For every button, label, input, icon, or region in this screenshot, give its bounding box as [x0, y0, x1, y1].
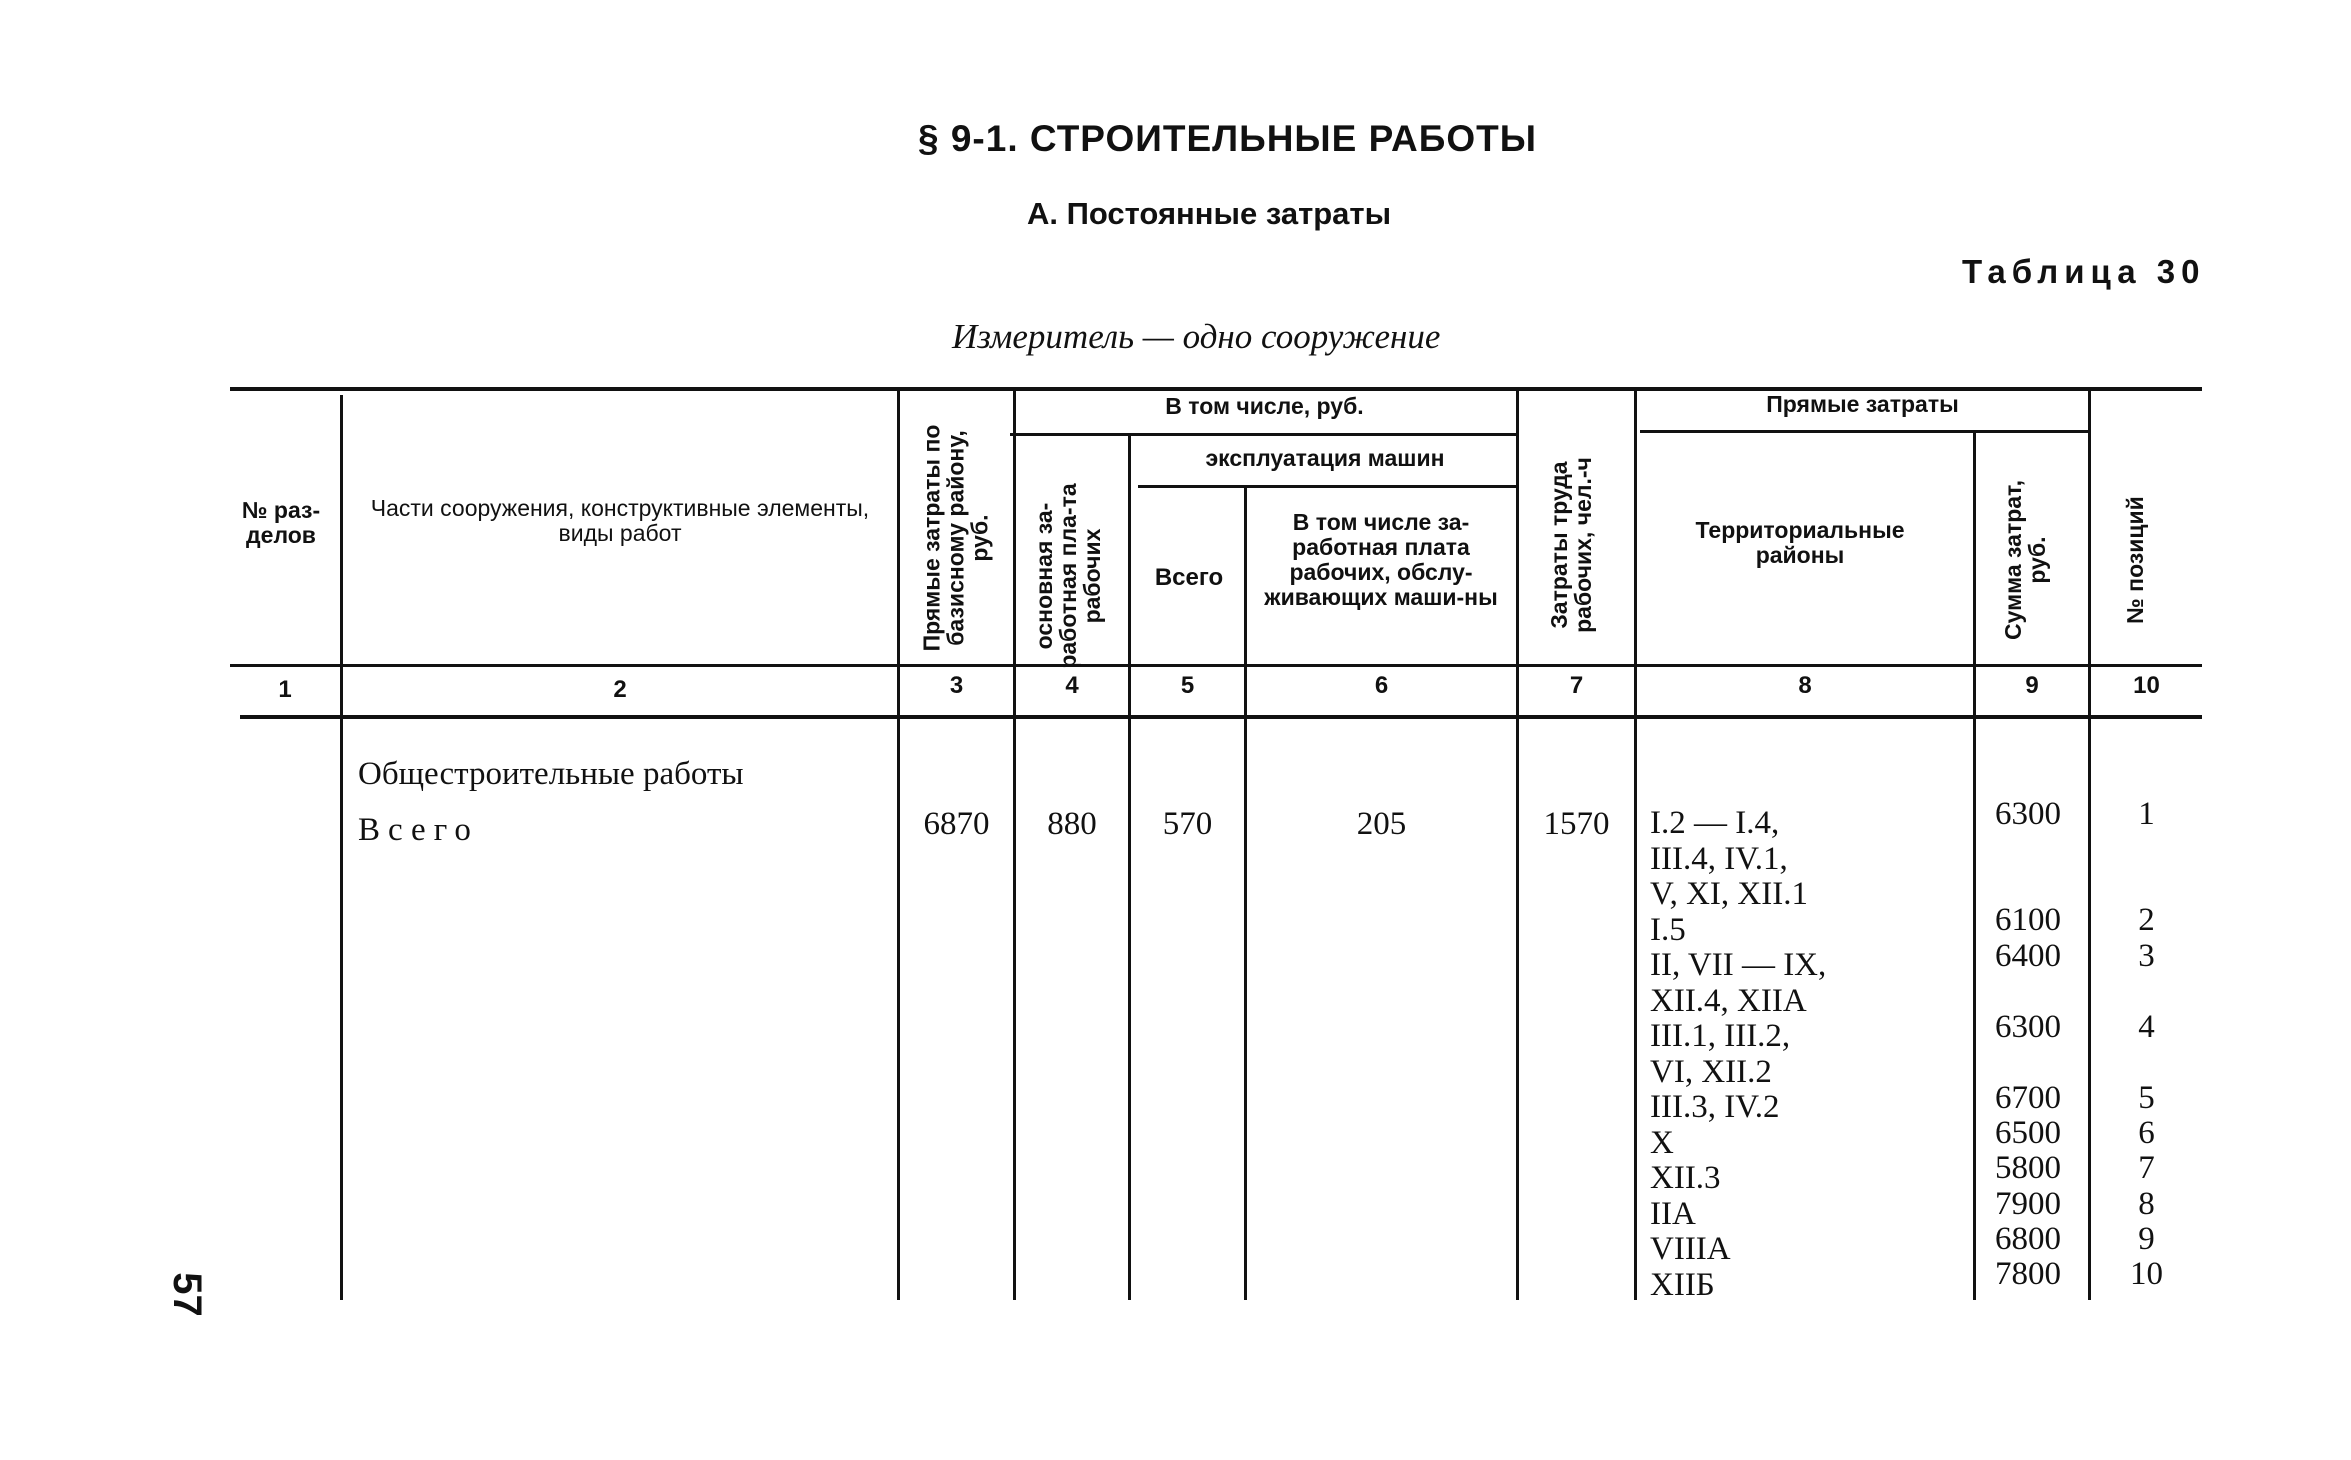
value-direct-base: 6870	[923, 806, 990, 842]
sum-value: 7800	[1995, 1256, 2061, 1292]
sum-value: 6100	[1995, 902, 2061, 938]
region-line: VI, XII.2	[1650, 1053, 1772, 1090]
header-base-wage: основная за-работная пла-та рабочих	[1031, 483, 1105, 669]
header-regions: Территориальные районы	[1695, 517, 1905, 568]
sum-value: 7900	[1995, 1186, 2061, 1222]
column-number: 4	[1065, 672, 1079, 699]
value-machines-total: 570	[1162, 806, 1213, 842]
position-number: 9	[2138, 1221, 2155, 1257]
section-title: Общестроительные работы	[358, 756, 744, 792]
value-machine-wage: 205	[1356, 806, 1407, 842]
header-position: № позиций	[2122, 496, 2148, 624]
header-including: В том числе, руб.	[1165, 393, 1364, 419]
header-direct-group: Прямые затраты	[1766, 391, 1959, 417]
header-machine-wage: В том числе за-работная плата рабочих, обслу-живающих маши-ны	[1264, 509, 1498, 610]
column-number: 1	[278, 676, 292, 703]
region-line: XII.4, XIIA	[1650, 982, 1807, 1019]
position-number: 7	[2138, 1150, 2155, 1186]
region-line: V, XI, XII.1	[1650, 876, 1808, 912]
value-base-wage: 880	[1047, 806, 1097, 842]
position-number: 1	[2138, 796, 2155, 832]
region-line: VIIIA	[1650, 1231, 1731, 1267]
header-total: Всего	[1154, 564, 1224, 591]
position-number: 4	[2138, 1009, 2155, 1045]
region-line: XIIБ	[1650, 1266, 1715, 1303]
measure-caption: Измеритель — одно сооружение	[952, 317, 1441, 356]
position-number: 5	[2138, 1080, 2155, 1116]
sum-value: 6400	[1995, 938, 2061, 974]
header-machines: эксплуатация машин	[1205, 445, 1445, 471]
header-parts: Части сооружения, конструктивные элементы, виды работ	[370, 495, 870, 546]
position-number: 3	[2138, 938, 2155, 974]
region-line: II, VII — IX,	[1650, 947, 1827, 983]
column-number: 6	[1374, 672, 1389, 699]
region-line: III.3, IV.2	[1650, 1089, 1780, 1125]
subheading: А. Постоянные затраты	[1027, 196, 1392, 231]
position-number: 8	[2138, 1186, 2155, 1222]
column-number: 5	[1180, 672, 1195, 699]
column-number: 3	[949, 672, 964, 699]
header-direct-base: Прямые затраты по базисному району, руб.	[918, 424, 993, 652]
table-label: Таблица 30	[1962, 253, 2206, 290]
sum-value: 6300	[1995, 796, 2061, 832]
sum-value: 6700	[1995, 1080, 2061, 1116]
column-number: 10	[2133, 672, 2160, 699]
header-labor: Затраты труда рабочих, чел.-ч	[1546, 457, 1596, 633]
page-number: 57	[164, 1272, 209, 1317]
sum-value: 6300	[1995, 1009, 2061, 1045]
region-line: IIA	[1650, 1195, 1696, 1232]
column-number: 7	[1569, 672, 1584, 699]
column-number: 2	[613, 676, 627, 703]
column-number: 9	[2025, 672, 2039, 699]
position-number: 6	[2138, 1115, 2155, 1151]
section-heading: § 9-1. СТРОИТЕЛЬНЫЕ РАБОТЫ	[918, 118, 1537, 159]
region-line: III.1, III.2,	[1650, 1018, 1791, 1054]
region-line: XII.3	[1650, 1160, 1721, 1196]
sum-value: 6500	[1995, 1115, 2061, 1151]
header-section-number: № раз-делов	[241, 497, 321, 548]
total-label: Всего	[358, 812, 479, 848]
position-number: 10	[2130, 1256, 2163, 1292]
region-line: III.4, IV.1,	[1650, 840, 1788, 877]
regions-list	[1650, 806, 1826, 1303]
header-cost-sum: Сумма затрат, руб.	[2000, 480, 2050, 640]
sum-value: 6800	[1995, 1221, 2061, 1257]
position-number: 2	[2138, 902, 2155, 938]
region-line: X	[1650, 1124, 1674, 1161]
value-labor: 1570	[1543, 806, 1610, 842]
sum-value: 5800	[1995, 1150, 2061, 1186]
region-line: I.5	[1650, 911, 1686, 948]
column-number: 8	[1798, 672, 1812, 699]
region-line: I.2 — I.4,	[1650, 805, 1780, 841]
